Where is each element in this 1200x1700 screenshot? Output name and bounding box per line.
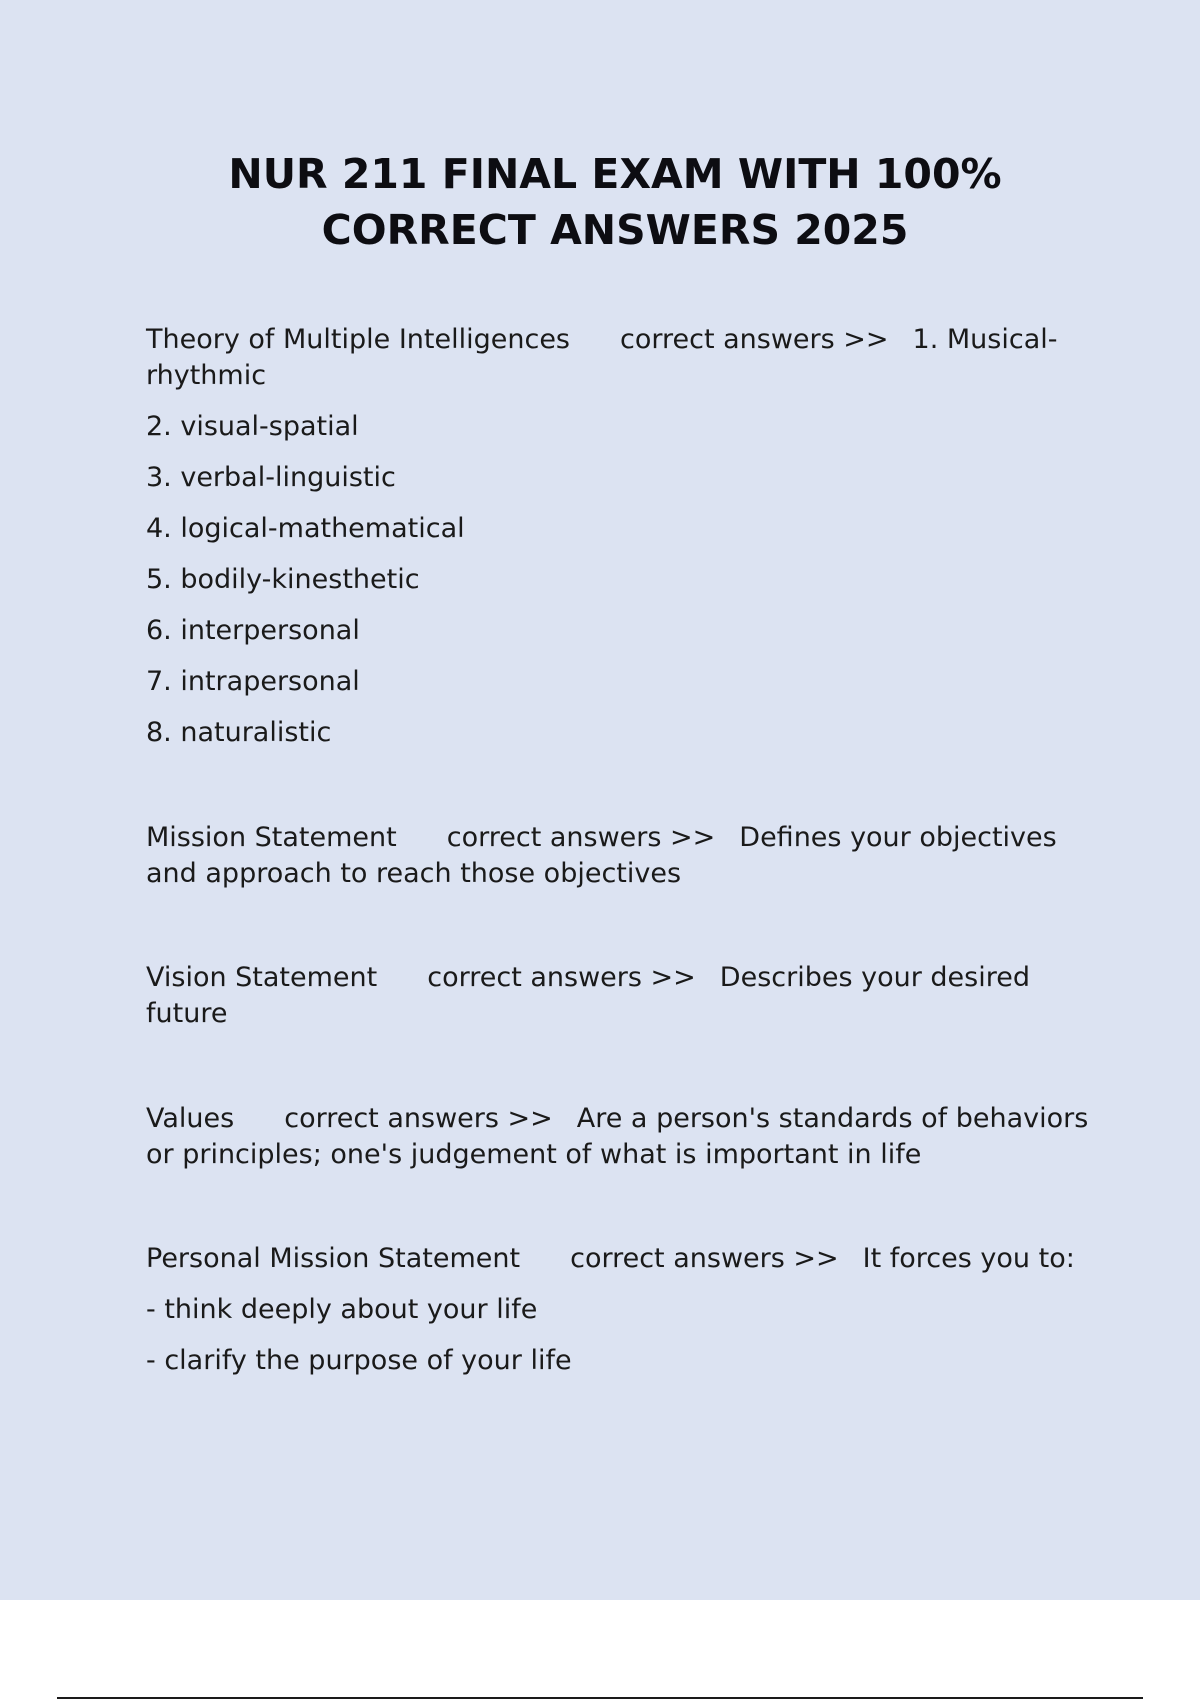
answer-line: 6. interpersonal xyxy=(146,615,360,646)
qa-term: Theory of Multiple Intelligences xyxy=(146,324,570,355)
answer-line: - think deeply about your life xyxy=(146,1294,538,1325)
qa-item xyxy=(146,1241,1096,1379)
footer-divider xyxy=(57,1697,1143,1699)
qa-answer: 1. Musical-rhythmic xyxy=(146,324,1058,391)
answer-line: 5. bodily-kinesthetic xyxy=(146,564,420,595)
qa-list xyxy=(146,322,1096,1441)
qa-term: Mission Statement xyxy=(146,822,397,853)
answer-line: 4. logical-mathematical xyxy=(146,513,465,544)
qa-question xyxy=(146,820,1096,892)
qa-answer: Are a person's standards of behaviors or principles; one's judgement of what is important in life xyxy=(146,1103,1089,1170)
qa-item xyxy=(146,960,1096,1032)
qa-question xyxy=(146,1241,1096,1277)
qa-term: Vision Statement xyxy=(146,962,378,993)
answer-line: 8. naturalistic xyxy=(146,717,332,748)
qa-separator: correct answers >> xyxy=(446,822,716,853)
qa-separator: correct answers >> xyxy=(284,1103,553,1134)
qa-separator: correct answers >> xyxy=(570,1243,839,1274)
qa-separator: correct answers >> xyxy=(620,324,889,355)
qa-item xyxy=(146,1101,1096,1173)
qa-question xyxy=(146,960,1096,1032)
qa-question xyxy=(146,322,1096,394)
qa-item xyxy=(146,322,1096,751)
qa-answer: Defines your objectives and approach to reach those objectives xyxy=(146,822,1057,889)
answer-line: 2. visual-spatial xyxy=(146,411,359,442)
document-title: NUR 211 FINAL EXAM WITH 100% CORRECT ANSWERS 2025 xyxy=(228,150,1002,254)
qa-separator: correct answers >> xyxy=(427,962,696,993)
qa-answer: It forces you to: xyxy=(862,1243,1075,1274)
qa-question xyxy=(146,1101,1096,1173)
answer-line: 3. verbal-linguistic xyxy=(146,462,396,493)
answer-line: - clarify the purpose of your life xyxy=(146,1345,572,1376)
qa-answer: Describes your desired future xyxy=(146,962,1030,1029)
qa-term: Personal Mission Statement xyxy=(146,1243,521,1274)
qa-item xyxy=(146,820,1096,892)
answer-line: 7. intrapersonal xyxy=(146,666,360,697)
qa-term: Values xyxy=(146,1103,235,1134)
